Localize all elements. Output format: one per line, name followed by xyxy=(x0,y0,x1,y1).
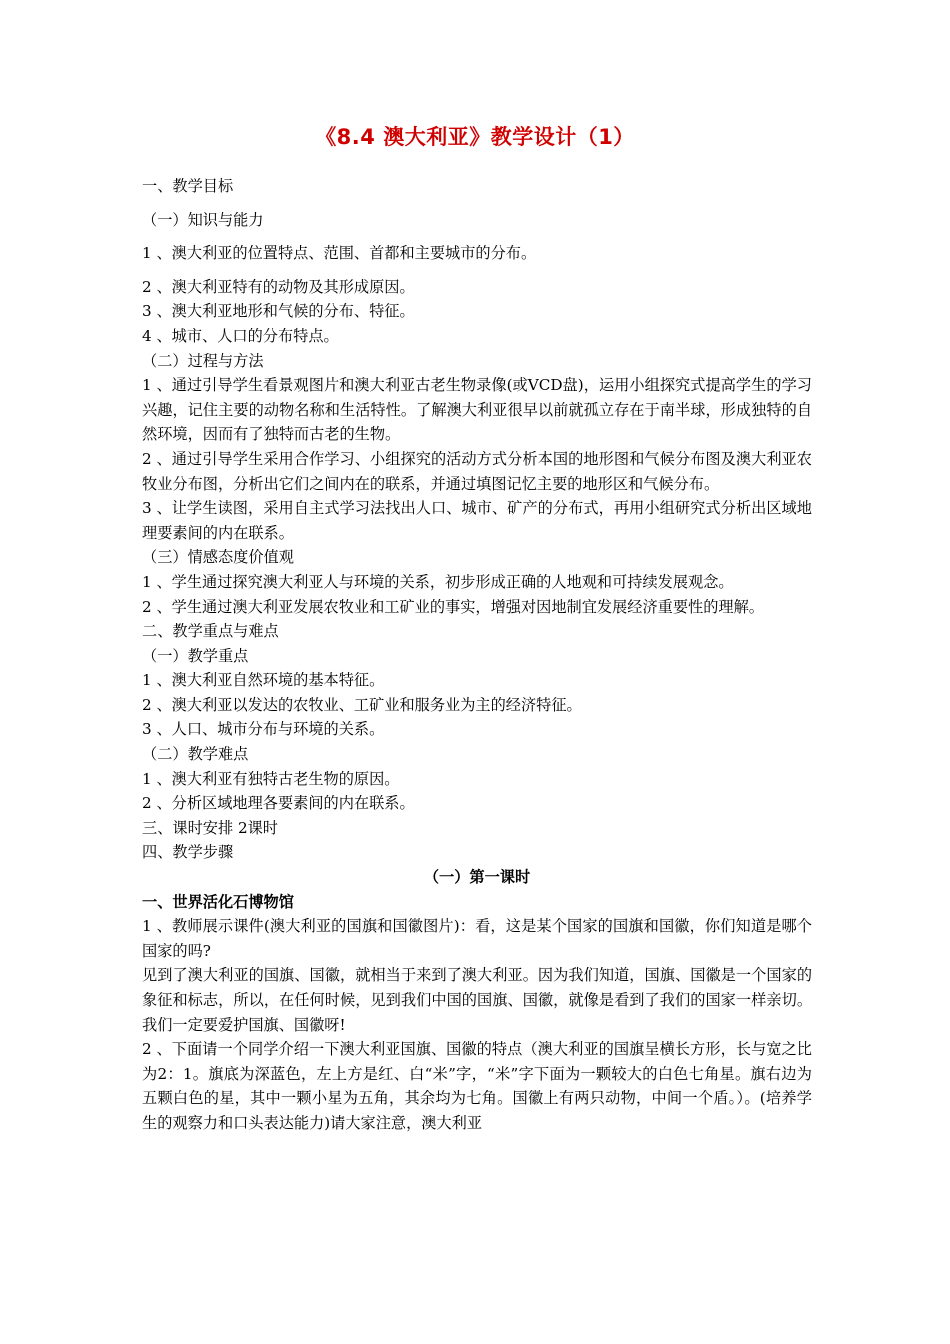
list-item: 1 、澳大利亚有独特古老生物的原因。 xyxy=(142,769,400,788)
paragraph: 1 、通过引导学生看景观图片和澳大利亚古老生物录像(或VCD盘)，运用小组探究式提高学生的学习兴趣，记住主要的动物名称和生活特性。了解澳大利亚很早以前就孤立存在于南半球，形成独特的自然环境，因而有了独特而古老的生物。 xyxy=(142,376,812,444)
list-item: 2 、澳大利亚特有的动物及其形成原因。 xyxy=(142,277,415,296)
list-item: 4 、城市、人口的分布特点。 xyxy=(142,326,339,345)
paragraph: 见到了澳大利亚的国旗、国徽，就相当于来到了澳大利亚。因为我们知道，国旗、国徽是一个国家的象征和标志，所以，在任何时候，见到我们中国的国旗、国徽，就像是看到了我们的国家一样亲切。我们一定要爱护国旗、国徽呀! xyxy=(142,966,812,1034)
list-item: 1 、澳大利亚的位置特点、范围、首都和主要城市的分布。 xyxy=(142,244,537,263)
document-title: 《8.4 澳大利亚》教学设计（1） xyxy=(315,125,635,149)
document-body xyxy=(142,174,812,1136)
subsection-heading: （二）教学难点 xyxy=(142,745,249,764)
section-heading: 三、课时安排 2课时 xyxy=(142,818,278,837)
subsection-heading: （一）知识与能力 xyxy=(142,210,264,229)
lesson-heading: （一）第一课时 xyxy=(423,868,531,887)
subsection-heading: （二）过程与方法 xyxy=(142,351,264,370)
list-item: 3 、人口、城市分布与环境的关系。 xyxy=(142,720,385,739)
paragraph: 2 、下面请一个同学介绍一下澳大利亚国旗、国徽的特点（澳大利亚的国旗呈横长方形，长与宽之比为2：1。旗底为深蓝色，左上方是红、白“米”字，“米”字下面为一颗较大的白色七角星。旗右边为五颗白色的星，其中一颗小星为五角，其余均为七角。国徽上有两只动物，中间一个盾。）。(培养学生的观察力和口头表达能力)请大家注意，澳大利亚 xyxy=(142,1040,812,1132)
list-item: 2 、澳大利亚以发达的农牧业、工矿业和服务业为主的经济特征。 xyxy=(142,695,582,714)
list-item: 1 、澳大利亚自然环境的基本特征。 xyxy=(142,671,385,690)
section-heading: 一、教学目标 xyxy=(142,177,234,195)
paragraph: 1 、学生通过探究澳大利亚人与环境的关系，初步形成正确的人地观和可持续发展观念。 xyxy=(142,572,734,591)
list-item: 3 、澳大利亚地形和气候的分布、特征。 xyxy=(142,302,415,321)
paragraph: 2 、通过引导学生采用合作学习、小组探究的活动方式分析本国的地形图和气候分布图及澳大利亚农牧业分布图，分析出它们之间内在的联系，并通过填图记忆主要的地形区和气候分布。 xyxy=(142,449,812,493)
paragraph: 3 、让学生读图，采用自主式学习法找出人口、城市、矿产的分布式，再用小组研究式分析出区域地理要素间的内在联系。 xyxy=(142,499,812,542)
subsection-heading: （一）教学重点 xyxy=(142,646,249,665)
paragraph: 2 、学生通过澳大利亚发展农牧业和工矿业的事实，增强对因地制宜发展经济重要性的理解。 xyxy=(142,597,764,616)
list-item: 2 、分析区域地理各要素间的内在联系。 xyxy=(142,794,415,813)
subsection-heading: （三）情感态度价值观 xyxy=(142,548,294,567)
paragraph: 1 、教师展示课件(澳大利亚的国旗和国徽图片)：看，这是某个国家的国旗和国徽，你们知道是哪个国家的吗? xyxy=(142,917,812,960)
section-heading: 四、教学步骤 xyxy=(142,843,234,862)
section-heading: 二、教学重点与难点 xyxy=(142,622,279,641)
part-heading: 一、世界活化石博物馆 xyxy=(142,892,294,911)
